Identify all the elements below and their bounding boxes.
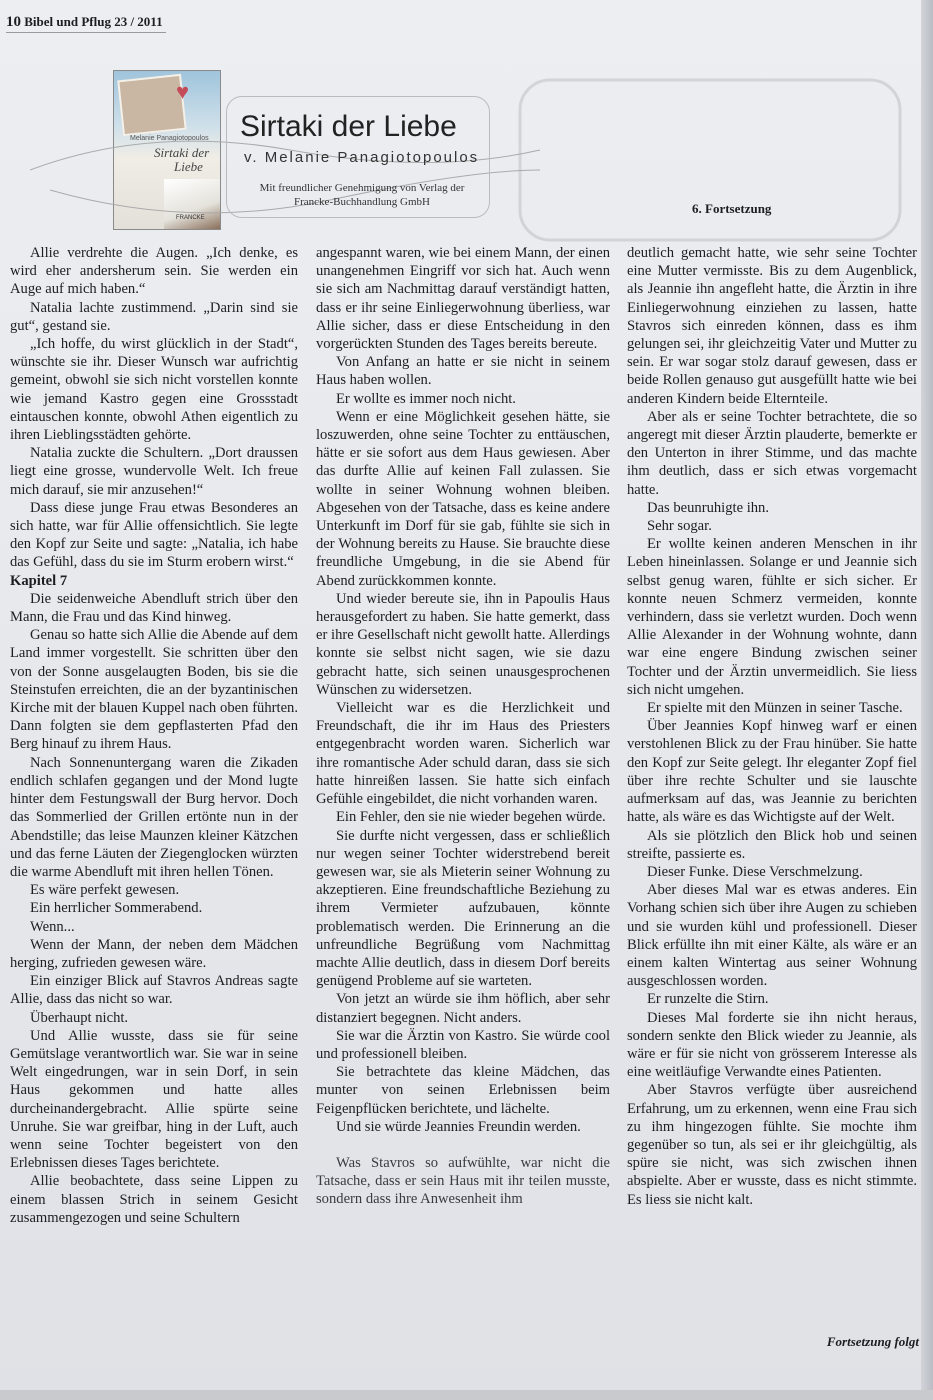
to-be-continued: Fortsetzung folgt [826,1334,919,1349]
paragraph: Sie war die Ärztin von Kastro. Sie würde cool und professionell bleiben. [316,1027,610,1062]
page-edge-bottom [0,1390,933,1400]
paragraph: Nach Sonnenuntergang waren die Zikaden endlich schlafen gegangen und der Mond lugte hinter dem Festungswall der Burg hervor. Doch das Sommerlied der Grillen ertönte nun in der Abendstille; das leise Maunzen kleiner Kätzchen und das ferne Läuten der Ziegenglocken würzten die warme Abendluft mit ihren hellen Tönen. [10,754,298,880]
paragraph: angespannt waren, wie bei einem Mann, der einen unangenehmen Eingriff vor sich hat. Auch wenn sie sich am Nachmittag darauf verständigt hatten, dass er ihr seine Einliegerwohnung überliess, war Allie sicher, dass er diese Entscheidung in den vorgerückten Stunden des Tages bereits bereute. [316,245,610,353]
paragraph: Ein Fehler, den sie nie wieder begehen würde. [336,809,606,826]
paragraph: Er wollte keinen anderen Menschen in ihr Leben hineinlassen. Solange er und Jeannie sich selbst genug waren, fühlte er sich sicher. Er konnte neuen Schmerz vermeiden, konnte verhindern, dass sie verletzt wurden. Doch wenn Allie Alexander in der Wohnung wohnte, dann war eine engere Bindung zwischen seiner Tochter und der Ärztin unvermeidlich. Sie liess sich nicht umgehen. [627,536,917,698]
paragraph: Dieses Mal forderte sie ihn nicht heraus, sondern senkte den Blick wieder zu Jeannie, als wäre er für sie nicht von grösserem Interesse als eine weitläufige Verwandte eines Patienten. [627,1009,917,1081]
paragraph: Als sie plötzlich den Blick hob und seinen streifte, passierte es. [627,827,917,862]
article-author: v. Melanie Panagiotopoulos [244,149,480,166]
paragraph: Dieser Funke. Diese Verschmelzung. [647,863,863,880]
paragraph: Von Anfang an hatte er sie nicht in seinem Haus haben wollen. [316,354,610,389]
continuation-label: 6. Fortsetzung [692,201,772,216]
page-header [6,14,163,31]
paragraph: Sie durfte nicht vergessen, dass er schließlich nur wegen seiner Tochter widerstrebend bereit gewesen war, sie als Mieterin seiner Wohnung zu akzeptieren. Eine freundschaftliche Beziehung zu ihrem Vermieter aufzubauen, könnte problematisch werden. Die Erinnerung an die unfreundliche Begrüßung vom Nachmittag machte Allie deutlich, dass in diesem Dorf bereits genügend Probleme auf sie warteten. [316,827,610,990]
cover-publisher: FRANCKE [176,215,205,221]
paragraph: Von jetzt an würde sie ihm höflich, aber sehr distanziert begegnen. Nicht anders. [316,991,610,1026]
cover-title-line2: Liebe [174,159,203,174]
paragraph: Und Allie wusste, dass sie für seine Gemütslage verantwortlich war. Sie war in seine Welt eingedrungen, war in sein Dorf, in sein Haus gekommen und hatte alles durcheinandergebracht. Allie spürte seine Unruhe. Sie war greifbar, hing in der Luft, auch wenn seine Tochter begeistert von den Erlebnissen dieses Tages berichtete. [10,1027,298,1172]
paragraph: Natalia lachte zustimmend. „Darin sind sie gut“, gestand sie. [10,299,298,334]
cover-author: Melanie Panagiotopoulos [130,135,209,142]
article-title: Sirtaki der Liebe [240,110,457,143]
paragraph: Und sie würde Jeannies Freundin werden. [336,1118,581,1135]
paragraph: Die seidenweiche Abendluft strich über den Mann, die Frau und das Kind hinweg. [10,590,298,626]
paragraph: Vielleicht war es die Herzlichkeit und Freundschaft, die ihr im Haus des Priesters entgegenbracht worden waren. Sicherlich war ihre romantische Ader schuld daran, dass sie sich hatte hinreißen lassen. Sie hatte sich einfach Gefühle eingebildet, die nicht vorhanden waren. [316,700,610,808]
paragraph: Überhaupt nicht. [30,1009,129,1026]
paragraph: Und wieder bereute sie, ihn in Papoulis Haus herausgefordert zu haben. Sie hatte gemerkt, dass er ihre Gesellschaft nicht gewollt hatte. Allerdings konnte sie selbst nicht sagen, wie sie dazu gebracht hatte, sich seinen unausgesprochenen Wünschen zu widersetzen. [316,590,610,698]
paragraph: Er runzelte die Stirn. [647,991,769,1008]
paragraph: Er spielte mit den Münzen in seiner Tasche. [647,700,903,717]
permission-note: Mit freundlicher Genehmigung von Verlag der Francke-Buchhandlung GmbH [259,182,465,208]
paragraph: Über Jeannies Kopf hinweg warf er einen verstohlenen Blick zu der Frau hinüber. Sie hatte den Kopf zur Seite gelegt. Ihr eleganter Zopf fiel über ihre rechte Schulter und sie lauschte aufmerksam auf das, was Jeannie zu berichten hatte, als wäre es das Wichtigste auf der Welt. [627,718,917,826]
paragraph: Ein herrlicher Sommerabend. [30,900,203,917]
text-column-1 [10,244,298,1227]
paragraph: Er wollte es immer noch nicht. [336,390,516,407]
text-column-2 [316,244,610,1209]
paragraph: Das beunruhigte ihn. [647,499,769,516]
paragraph: Ein einziger Blick auf Stavros Andreas sagte Allie, dass das nicht so war. [10,973,298,1008]
paragraph: Dass diese junge Frau etwas Besonderes an sich hatte, war für Allie offensichtlich. Sie legte den Kopf zur Seite und sagte: „Natalia, ich habe das Gefühl, dass du sie im Sturm erobern wirst.“ [10,499,298,571]
page-edge-right [921,0,933,1400]
paragraph: Aber als er seine Tochter betrachtete, die so angeregt mit dieser Ärztin plauderte, bemerkte er den Unterton in ihrer Stimme, und das machte ihm deutlich, dass er sich etwas vorgemacht hatte. [627,408,917,498]
paragraph: Genau so hatte sich Allie die Abende auf dem Land immer vorgestellt. Sie schritten über den von der Sonne ausgelaugten Boden, bis sie die Steinstufen erreichten, die an der byzantinischen Kirche mit der blauen Kuppel nach oben führten. Dann folgten sie dem gepflasterten Pfad den Berg hinauf zu ihrem Haus. [10,627,298,753]
paragraph: Allie beobachtete, dass seine Lippen zu einem blassen Strich in seinem Gesicht zusammengezogen und seine Schultern [10,1173,298,1226]
paragraph: „Ich hoffe, du wirst glücklich in der Stadt“, wünschte sie ihr. Dieser Wunsch war aufrichtig gemeint, obwohl sie sich nicht vorstellen konnte wie jemand Kastro gegen eine Grossstadt eintauschen konnte, obwohl Athen eigentlich zu ihren Lieblingsstädten gehörte. [10,336,298,444]
paragraph: deutlich gemacht hatte, wie sehr seine Tochter eine Mutter vermisste. Bis zu dem Augenblick, als Jeannie ihn angefleht hatte, die Ärztin in ihre Einliegerwohnung einziehen zu lassen, hatte Stavros sich einreden können, dass es ihm gelungen sei, ihr gleichzeitig Vater und Mutter zu sein. Er war sogar stolz darauf gewesen, dass er beide Rollen genauso gut ausgefüllt hatte wie bei anderen Kindern beide Elternteile. [627,245,917,407]
header-rule [6,32,166,33]
paragraph: Sie betrachtete das kleine Mädchen, das munter von seinen Erlebnissen beim Feigenpflücken berichtete, und lächelte. [316,1064,610,1117]
publication-name: Bibel und Pflug 23 / 2011 [24,14,163,29]
paragraph: Was Stavros so aufwühlte, war nicht die Tatsache, dass er sein Haus mit ihr teilen musste, sondern dass ihre Anwesenheit ihm [316,1154,610,1208]
paragraph: Wenn... [30,918,75,935]
paragraph: Es wäre perfekt gewesen. [30,882,180,899]
paragraph: Wenn der Mann, der neben dem Mädchen herging, zufrieden gewesen wäre. [10,936,298,971]
paragraph: Aber dieses Mal war es etwas anderes. Ein Vorhang schien sich über ihre Augen zu schieben und sie wurden kühl und professionell. Dieser Blick erfüllte ihn mit einer Kälte, als wäre er an einem kalten Wintertag aus seiner Wohnung ausgeschlossen worden. [627,882,917,990]
text-column-3 [627,244,917,1209]
paragraph: Allie verdrehte die Augen. „Ich denke, es wird eher andersherum sein. Sie werden ein Auge auf mich haben.“ [10,245,298,298]
paragraph: Sehr sogar. [647,518,712,535]
heart-icon: ♥ [176,79,190,104]
page-number: 10 [6,14,21,30]
bleed-through-ghost [500,60,920,260]
chapter-heading: Kapitel 7 [10,572,68,589]
paragraph: Natalia zuckte die Schultern. „Dort draussen liegt eine grosse, wundervolle Welt. Ich freue mich darauf, sie mir anzusehen!“ [10,445,298,498]
paragraph: Aber Stavros verfügte über ausreichend Erfahrung, um zu erkennen, wenn eine Frau sich zu ihm hingezogen fühlte. Sie mochte ihm gegenüber so tun, als sei er ihr gleichgültig, als spüre sie nicht, was sich zwischen ihnen abspielte. Aber er wusste, dass es nicht stimmte. Es liess sie nicht kalt. [627,1082,917,1208]
paragraph: Wenn er eine Möglichkeit gesehen hätte, sie loszuwerden, ohne seine Tochter zu enttäuschen, hätte er sie sofort aus dem Haus gewiesen. Aber das durfte Allie auf keinen Fall zulassen. Sie wollte in seiner Wohnung wohnen bleiben. Abgesehen von der Tatsache, dass es keine andere Unterkunft im Dorf für sie gab, fühlte sie sich in der Wohnung bereits zu Hause. Sie brauchte diese freundliche Umgebung, in die sie Abend für Abend zurückkommen konnte. [316,408,610,589]
cover-title-line1: Sirtaki der [154,145,210,160]
